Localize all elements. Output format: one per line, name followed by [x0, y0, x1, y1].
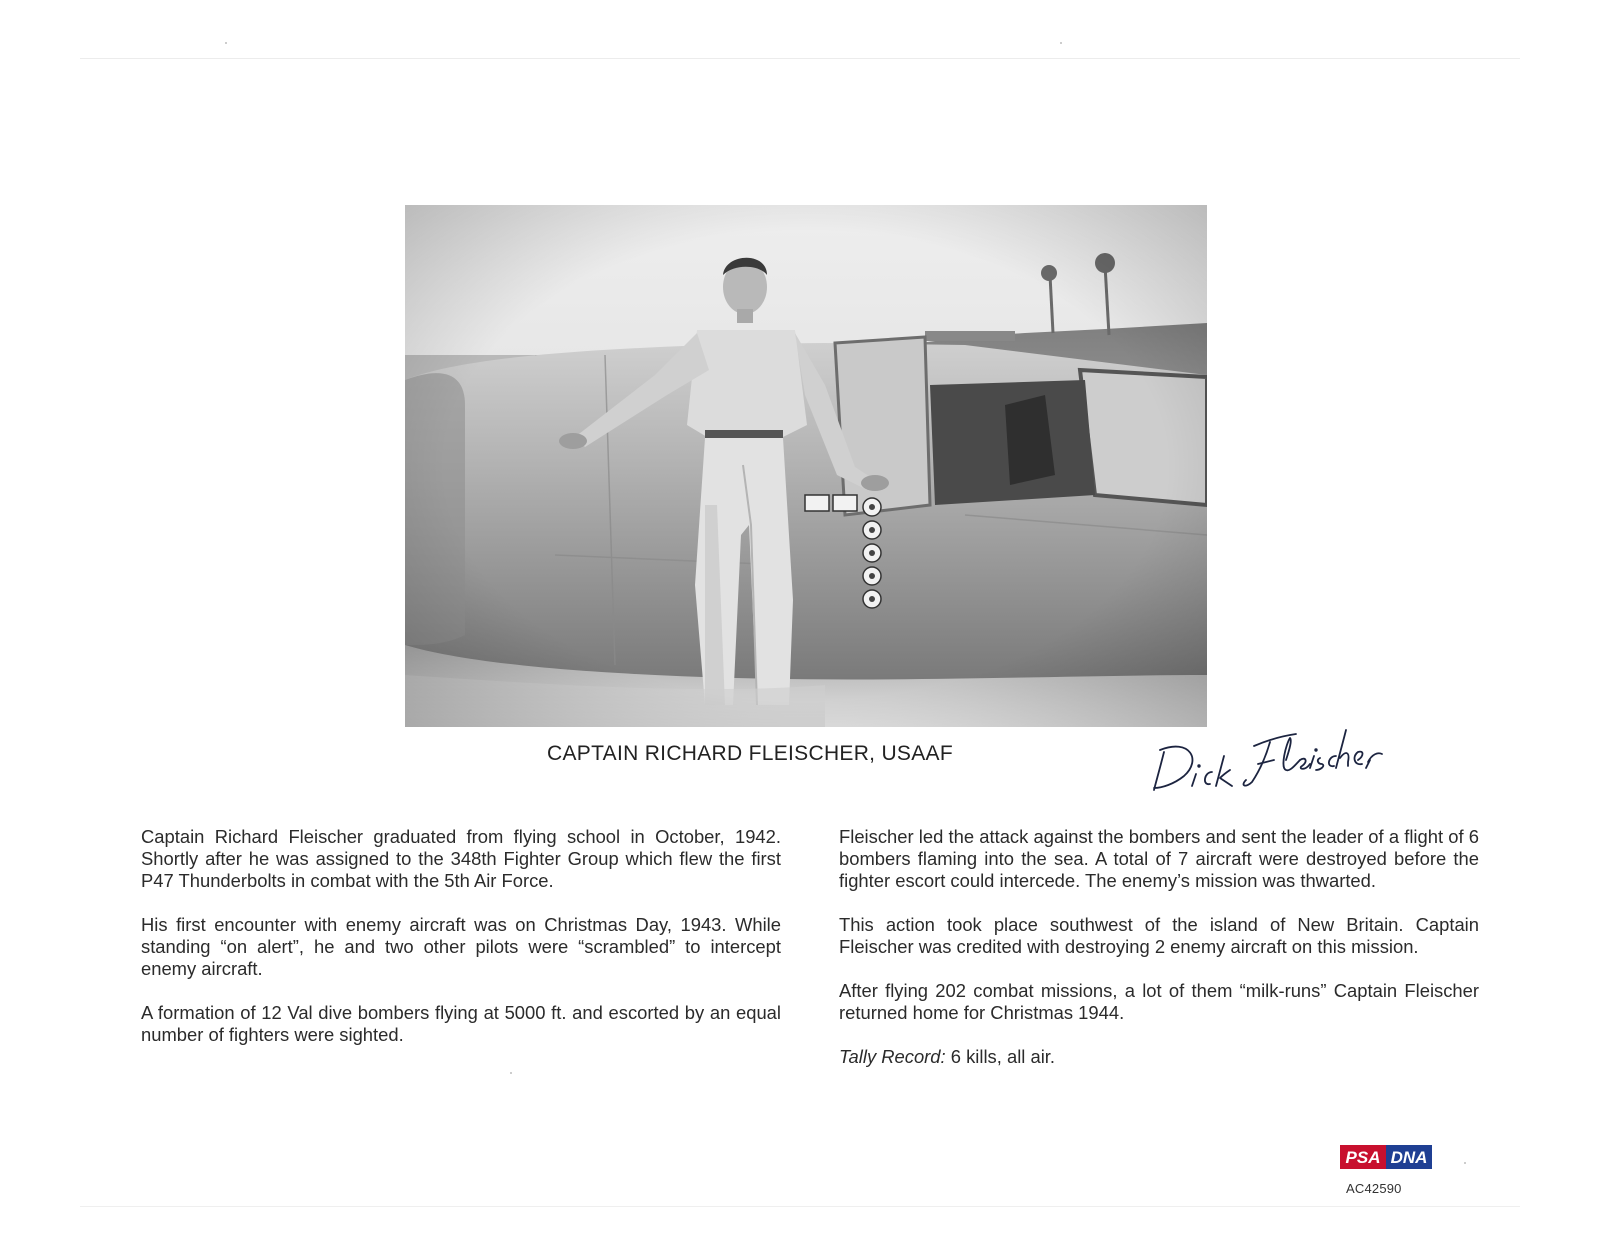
paper-speck [225, 42, 227, 44]
sheet-edge-top [80, 58, 1520, 59]
paragraph: After flying 202 combat missions, a lot of them “milk-runs” Captain Fleischer returned home for Christmas 1944. [839, 980, 1479, 1023]
narrative-right-column [839, 826, 1479, 1090]
narrative-left-column [141, 826, 781, 1068]
authentication-code: AC42590 [1346, 1181, 1402, 1196]
tally-record [839, 1046, 1479, 1068]
paragraph: A formation of 12 Val dive bombers flying at 5000 ft. and escorted by an equal number of fighters were sighted. [141, 1002, 781, 1045]
tally-record-label: Tally Record: [839, 1046, 946, 1067]
tally-record-value: 6 kills, all air. [945, 1046, 1056, 1067]
paragraph: Captain Richard Fleischer graduated from flying school in October, 1942. Shortly after he was assigned to the 348th Fighter Group which flew the first P47 Thunderbolts in combat with the 5th Air Force. [141, 826, 781, 891]
paragraph: Fleischer led the attack against the bombers and sent the leader of a flight of 6 bombers flaming into the sea. A total of 7 aircraft were destroyed before the fighter escort could intercede. The enemy’s mission was thwarted. [839, 826, 1479, 891]
paragraph: This action took place southwest of the island of New Britain. Captain Fleischer was credited with destroying 2 enemy aircraft on this mission. [839, 914, 1479, 957]
pilot-beside-aircraft-photo [405, 205, 1207, 727]
paper-speck [1060, 42, 1062, 44]
handwritten-signature [1150, 690, 1400, 800]
paragraph: His first encounter with enemy aircraft was on Christmas Day, 1943. While standing “on alert”, he and two other pilots were “scrambled” to intercept enemy aircraft. [141, 914, 781, 979]
photo-caption: CAPTAIN RICHARD FLEISCHER, USAAF [547, 742, 953, 765]
sheet-edge-bottom [80, 1206, 1520, 1207]
psa-logo-text: PSA [1345, 1148, 1381, 1167]
psa-dna-logo [1340, 1145, 1432, 1169]
paper-speck [510, 1072, 512, 1074]
paper-speck [1464, 1162, 1466, 1164]
dna-logo-text: DNA [1390, 1148, 1428, 1167]
